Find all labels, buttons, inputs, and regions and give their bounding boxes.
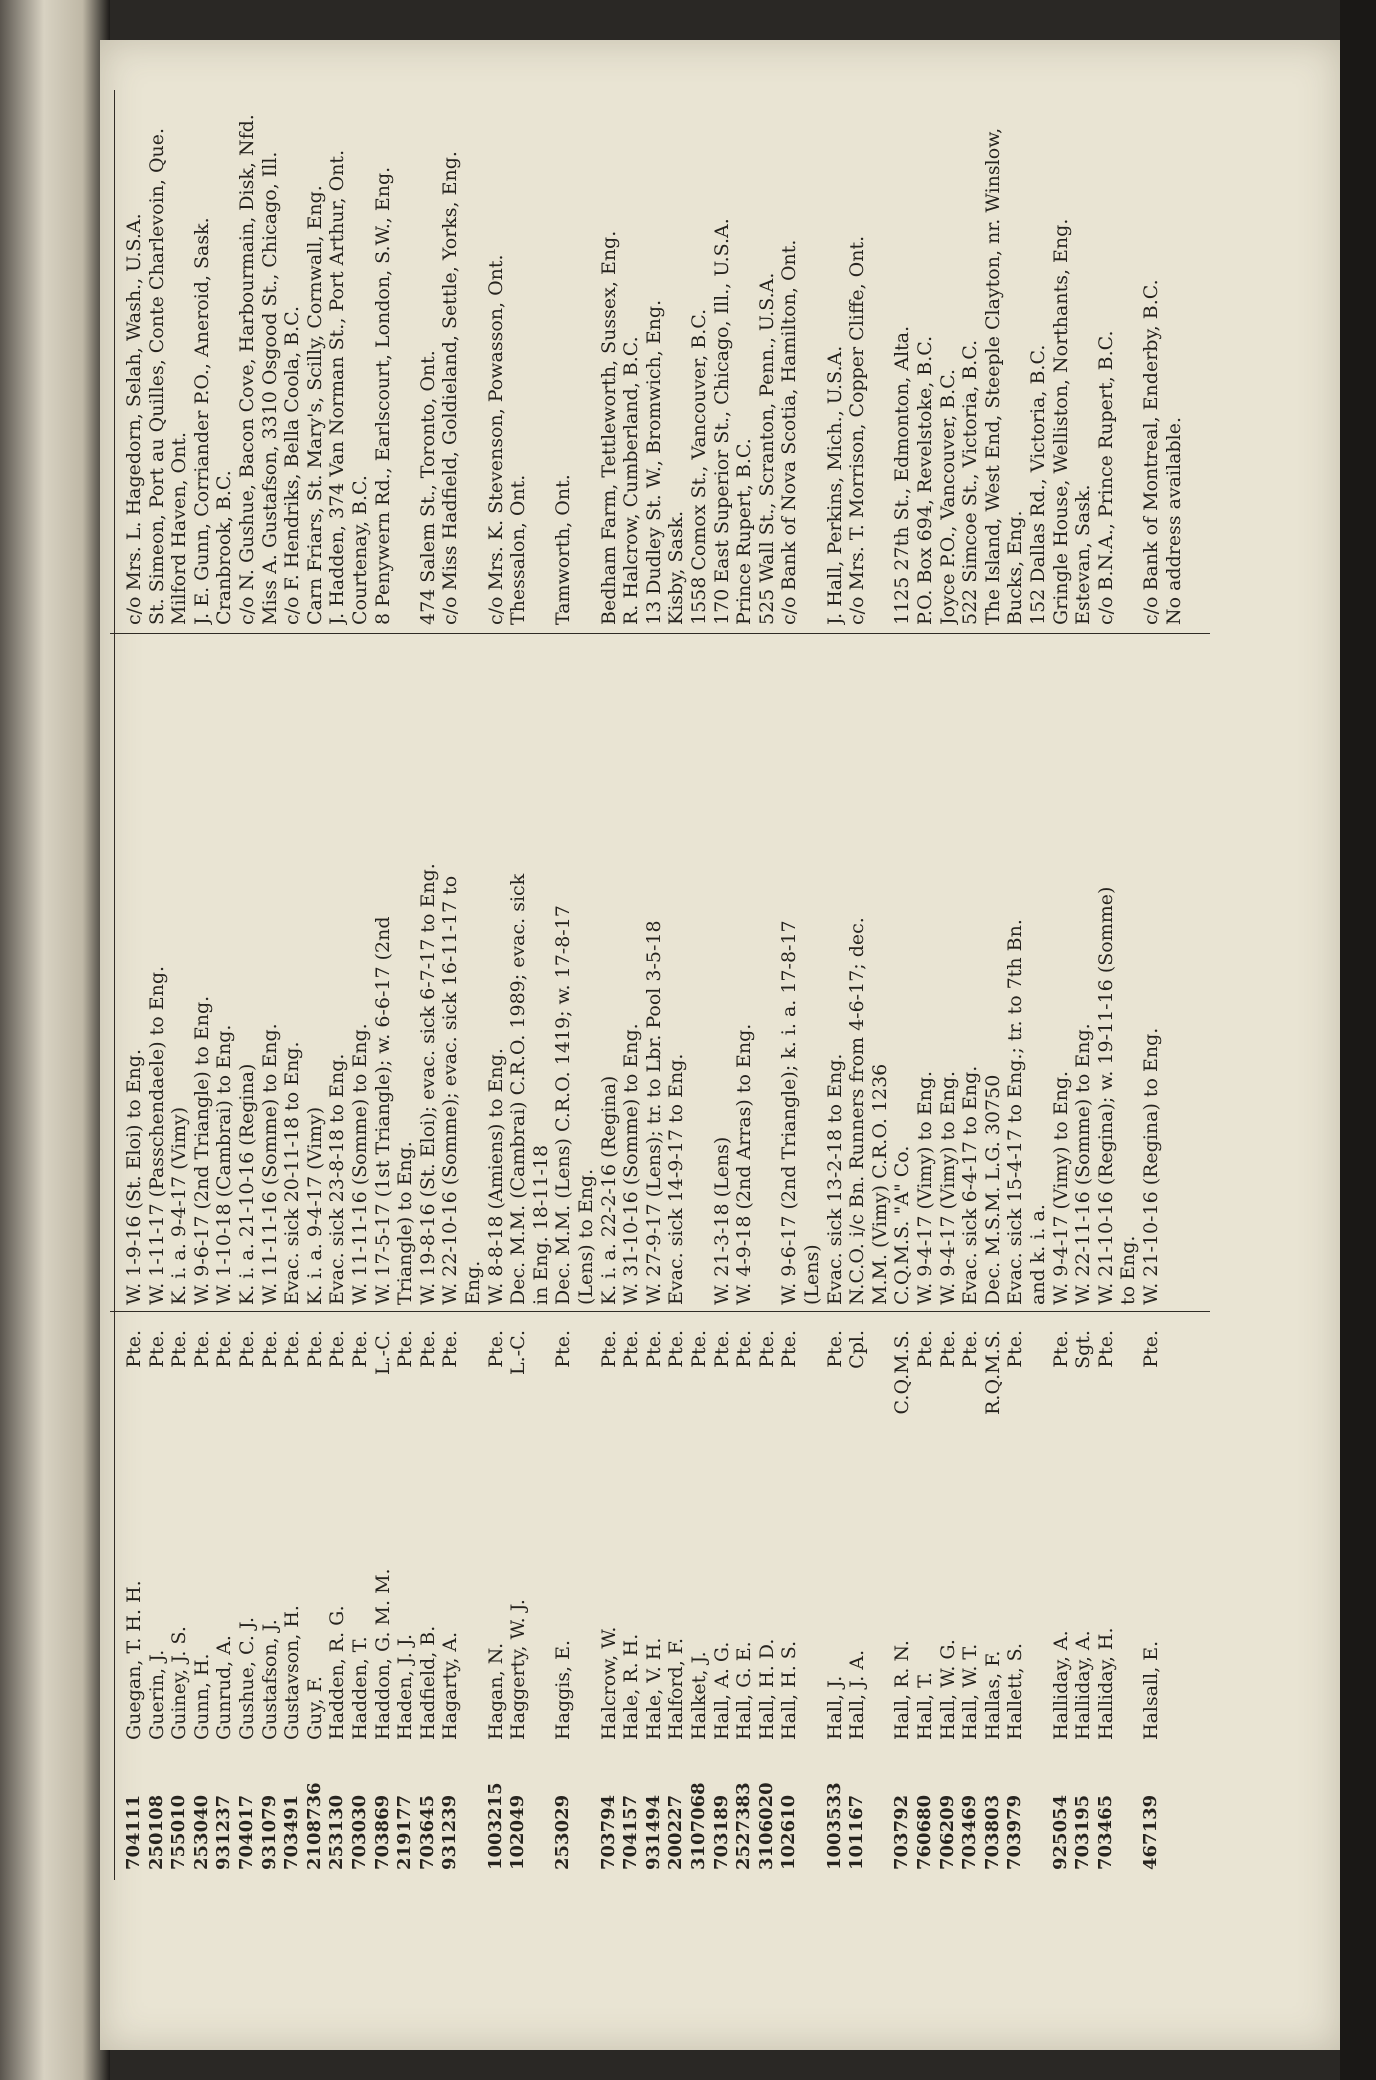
soldier-rank: Pte. [213,1330,236,1368]
regimental-number: 703189 [710,1794,732,1870]
book-binding-edge [0,0,110,2080]
regimental-number: 704017 [236,1794,257,1870]
home-address: Cranbrook, B.C. [213,470,236,625]
service-record: W. 22-11-16 (Somme) to Eng. [1072,1023,1095,1305]
soldier-rank: Pte. [439,1330,462,1368]
regimental-number: 253029 [552,1794,574,1870]
regimental-number: 931237 [213,1794,235,1870]
service-record: Evac. sick 20-11-18 to Eng. [281,1041,304,1305]
soldier-rank: Pte. [326,1330,349,1368]
home-address: 152 Dallas Rd., Victoria, B.C. [1027,344,1049,625]
regimental-number: 703469 [959,1794,981,1870]
soldier-rank: Pte. [1004,1330,1027,1368]
service-record: W. 17-5-17 (1st Triangle); w. 6-6-17 (2nd [371,916,394,1305]
regimental-number: 931079 [258,1794,280,1870]
soldier-rank: Pte. [733,1330,756,1368]
soldier-rank: Pte. [936,1330,959,1368]
soldier-name: Halsall, E. [1140,1640,1162,1740]
regimental-number: 703869 [371,1794,393,1870]
regimental-number: 467139 [1140,1794,1161,1870]
home-address: J. E. Gunn, Corriander P.O., Aneroid, Sask. [190,217,213,625]
soldier-rank: Sgt. [1072,1330,1095,1369]
home-address: J. Hall, Perkins, Mich., U.S.A. [823,345,846,625]
soldier-name: Gunn, H. [190,1653,213,1740]
regimental-number: 703794 [597,1794,619,1870]
soldier-name: Hale, R. H. [620,1633,643,1740]
service-record: Triangle) to Eng. [394,1141,417,1305]
soldier-name: Halliday, A. [1072,1630,1095,1740]
soldier-name: Hadden, R. G. [326,1605,349,1740]
service-record: W. 9-6-17 (2nd Triangle) to Eng. [190,995,213,1305]
regimental-number: 703491 [281,1794,303,1870]
soldier-name: Hall, H. D. [755,1638,778,1740]
soldier-rank: Pte. [823,1330,846,1368]
home-address: R. Halcrow, Cumberland, B.C. [620,336,643,625]
home-address: 474 Salem St., Toronto, Ont. [416,350,439,625]
soldier-rank: Pte. [597,1330,620,1368]
home-address: c/o Miss Hadfield, Goldieland, Settle, Yorks, Eng. [439,151,462,625]
service-record: K. i. a. 22-2-16 (Regina) [597,1075,620,1305]
regimental-number: 703195 [1072,1794,1094,1870]
service-record: W. 9-4-17 (Vimy) to Eng. [936,1070,959,1305]
home-address: Kisby, Sask. [665,510,688,625]
soldier-name: Guiney, J. S. [168,1626,191,1740]
soldier-name: Halliday, A. [1049,1630,1072,1740]
soldier-name: Hadfield, B. [416,1625,439,1740]
home-address: c/o N. Gushue, Bacon Cove, Harbourmain, Disk, Nfd. [236,114,258,625]
soldier-name: Hallett, S. [1004,1642,1027,1740]
soldier-name: Hall, T. [914,1671,936,1740]
regimental-number: 1003215 [484,1782,506,1870]
home-address: c/o Bank of Nova Scotia, Hamilton, Ont. [778,239,801,625]
soldier-rank: Pte. [394,1330,417,1368]
soldier-rank: Pte. [145,1330,168,1368]
soldier-rank: Pte. [755,1330,778,1368]
service-record: (Lens) to Eng. [575,1168,597,1305]
soldier-name: Haggerty, W. J. [507,1599,530,1740]
soldier-rank: Pte. [710,1330,733,1368]
regimental-number: 703645 [416,1794,438,1870]
service-record: in Eng. 18-11-18 [529,1144,552,1305]
regimental-number: 760680 [914,1794,935,1870]
home-address: The Island, West End, Steeple Clayton, nr. Winslow, [981,127,1004,625]
soldier-rank: Pte. [281,1330,304,1368]
soldier-rank: Pte. [1094,1330,1117,1368]
soldier-name: Gunrud, A. [213,1635,236,1740]
home-address: 170 East Superior St., Chicago, Ill., U.S.A. [710,218,733,625]
home-address: Milford Haven, Ont. [168,431,191,625]
soldier-name: Hall, H. S. [778,1640,801,1740]
service-record: (Lens) [801,1244,823,1305]
regimental-number: 703803 [981,1794,1003,1870]
service-record: W. 21-10-16 (Regina) to Eng. [1140,1027,1162,1305]
soldier-name: Hall, A. G. [710,1641,733,1740]
regimental-number: 3106020 [755,1782,777,1870]
service-record: W. 27-9-17 (Lens); tr. to Lbr. Pool 3-5-18 [642,920,665,1305]
service-record: Evac. sick 6-4-17 to Eng. [959,1065,982,1305]
regimental-number: 703792 [891,1794,913,1870]
soldier-rank: Pte. [665,1330,688,1368]
regimental-number: 703979 [1004,1794,1026,1870]
soldier-name: Hall, R. N. [891,1640,914,1740]
soldier-rank: Cpl. [846,1330,869,1369]
service-record: W. 11-11-16 (Somme) to Eng. [349,1023,371,1305]
table-top-rule [114,90,115,1880]
regimental-number: 703465 [1094,1794,1116,1870]
soldier-name: Halliday, H. [1094,1627,1117,1740]
soldier-rank: Pte. [484,1330,507,1368]
soldier-name: Gushue, C. J. [236,1616,258,1740]
soldier-rank: Pte. [1049,1330,1072,1368]
service-record: W. 1-9-16 (St. Eloi) to Eng. [123,1049,145,1305]
soldier-rank: Pte. [552,1330,575,1368]
soldier-name: Haggis, E. [552,1639,575,1740]
home-address: 525 Wall St., Scranton, Penn., U.S.A. [755,272,778,625]
service-record: W. 19-8-16 (St. Eloi); evac. sick 6-7-17 to Eng. [416,863,439,1305]
home-address: c/o B.N.A., Prince Rupert, B.C. [1094,330,1117,625]
soldier-name: Hale, V. H. [642,1637,665,1740]
soldier-name: Haden, J. J. [394,1633,417,1740]
soldier-name: Gustavson, H. [281,1605,304,1740]
home-address: J. Hadden, 374 Van Norman St., Port Arthur, Ont. [326,149,349,625]
regimental-number: 102610 [778,1794,800,1870]
service-record: K. i. a. 9-4-17 (Vimy) [303,1106,326,1305]
regimental-number: 200227 [665,1794,687,1870]
home-address: Courtenay, B.C. [349,475,371,625]
home-address: St. Simeon, Port au Quilles, Conte Charlevoin, Que. [145,127,168,625]
regimental-number: 3107068 [688,1782,709,1870]
regimental-number: 931494 [642,1794,664,1870]
service-record: W. 21-10-16 (Regina); w. 19-11-16 (Somme) [1094,886,1117,1305]
service-record: K. i. a. 9-4-17 (Vimy) [168,1106,191,1305]
soldier-rank: Pte. [1140,1330,1162,1368]
soldier-rank: Pte. [688,1330,710,1368]
service-record: W. 31-10-16 (Somme) to Eng. [620,1023,643,1305]
soldier-rank: L.-C. [371,1330,394,1375]
soldier-name: Halket, J. [688,1651,710,1740]
regimental-number: 703030 [349,1794,370,1870]
home-address: c/o Bank of Montreal, Enderby, B.C. [1140,279,1162,625]
regimental-number: 755010 [168,1794,190,1870]
service-record: W. 4-9-18 (2nd Arras) to Eng. [733,1023,756,1305]
soldier-name: Haddon, G. M. M. [371,1568,394,1740]
service-record: and k. i. a. [1027,1204,1049,1305]
soldier-rank: Pte. [303,1330,326,1368]
soldier-name: Halcrow, W. [597,1626,620,1740]
soldier-name: Hallas, F. [981,1650,1004,1740]
service-record: W. 8-8-18 (Amiens) to Eng. [484,1048,507,1305]
soldier-name: Hagarty, A. [439,1631,462,1740]
regimental-number: 250108 [145,1794,167,1870]
regimental-number: 706209 [936,1794,958,1870]
regimental-number: 2527383 [733,1782,755,1870]
service-record: M.M. (Vimy) C.R.O. 1236 [868,1063,891,1305]
service-record: W. 21-3-18 (Lens) [710,1136,733,1305]
soldier-rank: C.Q.M.S. [891,1330,914,1415]
home-address: Miss A. Gustafson, 3310 Osgood St., Chicago, Ill. [258,151,281,625]
soldier-name: Hall, W. G. [936,1639,959,1740]
soldier-rank: Pte. [642,1330,665,1368]
page-shadow-right [1340,0,1376,2080]
home-address: Joyce P.O., Vancouver, B.C. [936,368,959,625]
regimental-number: 253040 [190,1794,212,1870]
soldier-name: Guerin, J. [145,1649,168,1740]
soldier-rank: Pte. [620,1330,643,1368]
table-row [1160,80,1190,1880]
soldier-rank: Pte. [236,1330,258,1368]
regimental-number: 101167 [846,1794,868,1870]
regimental-number: 2108736 [303,1782,325,1870]
regimental-number: 704111 [123,1794,144,1870]
soldier-rank: Pte. [914,1330,936,1368]
soldier-rank: Pte. [349,1330,371,1368]
soldier-name: Halford, F. [665,1637,688,1740]
regimental-number: 931239 [439,1794,461,1870]
regimental-number: 102049 [507,1794,529,1870]
service-record: Evac. sick 23-8-18 to Eng. [326,1053,349,1305]
service-record: W. 1-10-18 (Cambrai) to Eng. [213,1024,236,1305]
soldier-rank: Pte. [258,1330,281,1368]
soldier-name: Guy, F. [303,1676,326,1740]
soldier-rank: Pte. [778,1330,801,1368]
regimental-number: 704157 [620,1794,642,1870]
home-address: Bedham Farm, Tettleworth, Sussex, Eng. [597,230,620,625]
home-address: Tamworth, Ont. [552,474,575,625]
soldier-name: Hall, J. [823,1675,846,1740]
soldier-name: Gustafson, J. [258,1619,281,1740]
soldier-rank: R.Q.M.S. [981,1330,1004,1415]
service-record: Dec. M.M. (Cambrai) C.R.O. 1989; evac. sick [507,873,530,1305]
soldier-name: Hall, G. E. [733,1641,756,1740]
service-record: Dec. M.S.M. L.G. 30750 [981,1074,1004,1305]
service-record: K. i. a. 21-10-16 (Regina) [236,1063,258,1305]
home-address: 522 Simcoe St., Victoria, B.C. [959,339,982,625]
soldier-name: Hagan, N. [484,1642,507,1740]
rotated-roster-table [120,80,1200,1880]
service-record: Dec. M.M. (Lens) C.R.O. 1419; w. 17-8-17 [552,905,575,1305]
soldier-rank: Pte. [123,1330,145,1368]
service-record: W. 1-11-17 (Passchendaele) to Eng. [145,965,168,1305]
soldier-rank: L.-C. [507,1330,530,1375]
service-record: Evac. sick 14-9-17 to Eng. [665,1053,688,1305]
service-record: C.Q.M.S. "A" Co. [891,1145,914,1305]
soldier-rank: Pte. [959,1330,982,1368]
home-address: 1558 Comox St., Vancouver, B.C. [688,308,710,625]
soldier-name: Hall, J. A. [846,1649,869,1740]
service-record: W. 9-4-17 (Vimy) to Eng. [1049,1070,1072,1305]
regimental-number: 253130 [326,1794,348,1870]
soldier-name: Guegan, T. H. H. [123,1580,145,1740]
soldier-name: Hall, W. T. [959,1643,982,1740]
service-record: N.C.O. i/c Bn. Runners from 4-6-17; dec. [846,917,869,1305]
home-address: c/o Mrs. K. Stevenson, Powasson, Ont. [484,254,507,625]
service-record: W. 22-10-16 (Somme); evac. sick 16-11-17 to [439,875,462,1305]
service-record: Evac. sick 13-2-18 to Eng. [823,1053,846,1305]
soldier-rank: Pte. [190,1330,213,1368]
soldier-rank: Pte. [416,1330,439,1368]
regimental-number: 1003533 [823,1782,845,1870]
soldier-rank: Pte. [168,1330,191,1368]
home-address: Gringle House, Welliston, Northants, Eng. [1049,218,1072,625]
home-address: 1125 27th St., Edmonton, Alta. [891,325,914,625]
regimental-number: 925054 [1049,1794,1071,1870]
service-record: to Eng. [1117,1235,1140,1305]
home-address: c/o Mrs. T. Morrison, Copper Cliffe, Ont. [846,235,869,625]
home-address: c/o F. Hendriks, Bella Coola, B.C. [281,305,304,625]
service-record: W. 9-4-17 (Vimy) to Eng. [914,1070,936,1305]
home-address: Bucks, Eng. [1004,510,1027,625]
home-address: Thessalon, Ont. [507,474,530,625]
home-address: 13 Dudley St. W., Bromwich, Eng. [642,299,665,625]
soldier-name: Hadden, T. [349,1636,371,1740]
regimental-number: 219177 [394,1794,416,1870]
home-address: Carn Friars, St. Mary's, Scilly, Cornwall, Eng. [303,185,326,625]
home-address: No address available. [1162,416,1185,625]
service-record: W. 11-11-16 (Somme) to Eng. [258,1023,281,1305]
service-record: W. 9-6-17 (2nd Triangle); k. i. a. 17-8-17 [778,920,801,1305]
home-address: Prince Rupert, B.C. [733,438,756,625]
service-record: Evac. sick 15-4-17 to Eng.; tr. to 7th Bn. [1004,919,1027,1305]
home-address: c/o Mrs. L. Hagedorn, Selah, Wash., U.S.A. [123,213,145,625]
home-address: P.O. Box 694, Revelstoke, B.C. [914,335,936,625]
home-address: Estevan, Sask. [1072,484,1095,625]
service-record: Eng. [462,1260,484,1305]
home-address: 8 Penywern Rd., Earlscourt, London, S.W., Eng. [371,166,394,625]
